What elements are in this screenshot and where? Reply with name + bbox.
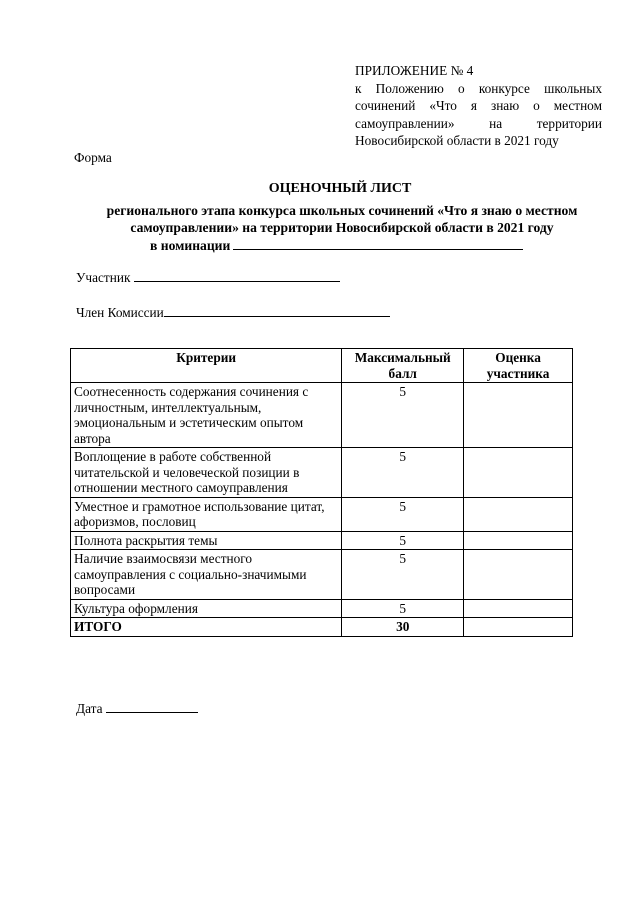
appendix-block — [355, 62, 602, 150]
max-score-cell: 5 — [342, 599, 464, 618]
header-participant-score: Оценка участника — [464, 349, 573, 383]
max-score-cell: 5 — [342, 531, 464, 550]
participant-blank[interactable] — [134, 268, 340, 282]
nomination-blank[interactable] — [233, 237, 523, 250]
total-label-cell: ИТОГО — [71, 618, 342, 637]
criteria-table — [70, 348, 573, 637]
criterion-cell: Уместное и грамотное использование цитат, афоризмов, пословиц — [71, 497, 342, 531]
nomination-label: в номинации — [150, 238, 231, 253]
nomination-line — [150, 237, 523, 254]
criterion-cell: Наличие взаимосвязи местного самоуправления с социально-значимыми вопросами — [71, 550, 342, 600]
table-row — [71, 383, 573, 448]
table-header-row — [71, 349, 573, 383]
table-row — [71, 550, 573, 600]
participant-label: Участник — [76, 270, 131, 285]
participant-score-cell[interactable] — [464, 531, 573, 550]
date-line — [76, 699, 198, 717]
table-row — [71, 448, 573, 498]
criterion-cell: Культура оформления — [71, 599, 342, 618]
criterion-cell: Соотнесенность содержания сочинения с личностным, интеллектуальным, эмоциональным и эстетическим опытом автора — [71, 383, 342, 448]
date-label: Дата — [76, 701, 103, 716]
header-max-score: Максимальный балл — [342, 349, 464, 383]
table-row — [71, 531, 573, 550]
criterion-cell: Полнота раскрытия темы — [71, 531, 342, 550]
max-score-cell: 5 — [342, 448, 464, 498]
table-row — [71, 599, 573, 618]
document-title: ОЦЕНОЧНЫЙ ЛИСТ — [268, 181, 412, 196]
max-score-cell: 5 — [342, 383, 464, 448]
appendix-text: к Положению о конкурсе школьных сочинений «Что я знаю о местном самоуправлении» на территории Новосибирской области в 2021 году — [355, 80, 602, 148]
participant-score-cell[interactable] — [464, 497, 573, 531]
table-total-row — [71, 618, 573, 637]
total-max-cell: 30 — [342, 618, 464, 637]
date-blank[interactable] — [106, 699, 198, 713]
commission-member-label: Член Комиссии — [76, 305, 164, 320]
criterion-cell: Воплощение в работе собственной читательской и человеческой позиции в отношении местного самоуправления — [71, 448, 342, 498]
commission-member-blank[interactable] — [164, 303, 390, 317]
table-row — [71, 497, 573, 531]
commission-member-line — [76, 303, 390, 321]
participant-score-cell[interactable] — [464, 448, 573, 498]
appendix-title: ПРИЛОЖЕНИЕ № 4 — [355, 63, 474, 78]
max-score-cell: 5 — [342, 550, 464, 600]
document-subtitle: регионального этапа конкурса школьных сочинений «Что я знаю о местном самоуправлении» на территории Новосибирской области в 2021 году — [106, 203, 578, 235]
form-label: Форма — [74, 150, 112, 165]
max-score-cell: 5 — [342, 497, 464, 531]
header-criteria: Критерии — [71, 349, 342, 383]
participant-score-cell[interactable] — [464, 550, 573, 600]
participant-line — [76, 268, 340, 286]
total-score-cell[interactable] — [464, 618, 573, 637]
participant-score-cell[interactable] — [464, 599, 573, 618]
participant-score-cell[interactable] — [464, 383, 573, 448]
